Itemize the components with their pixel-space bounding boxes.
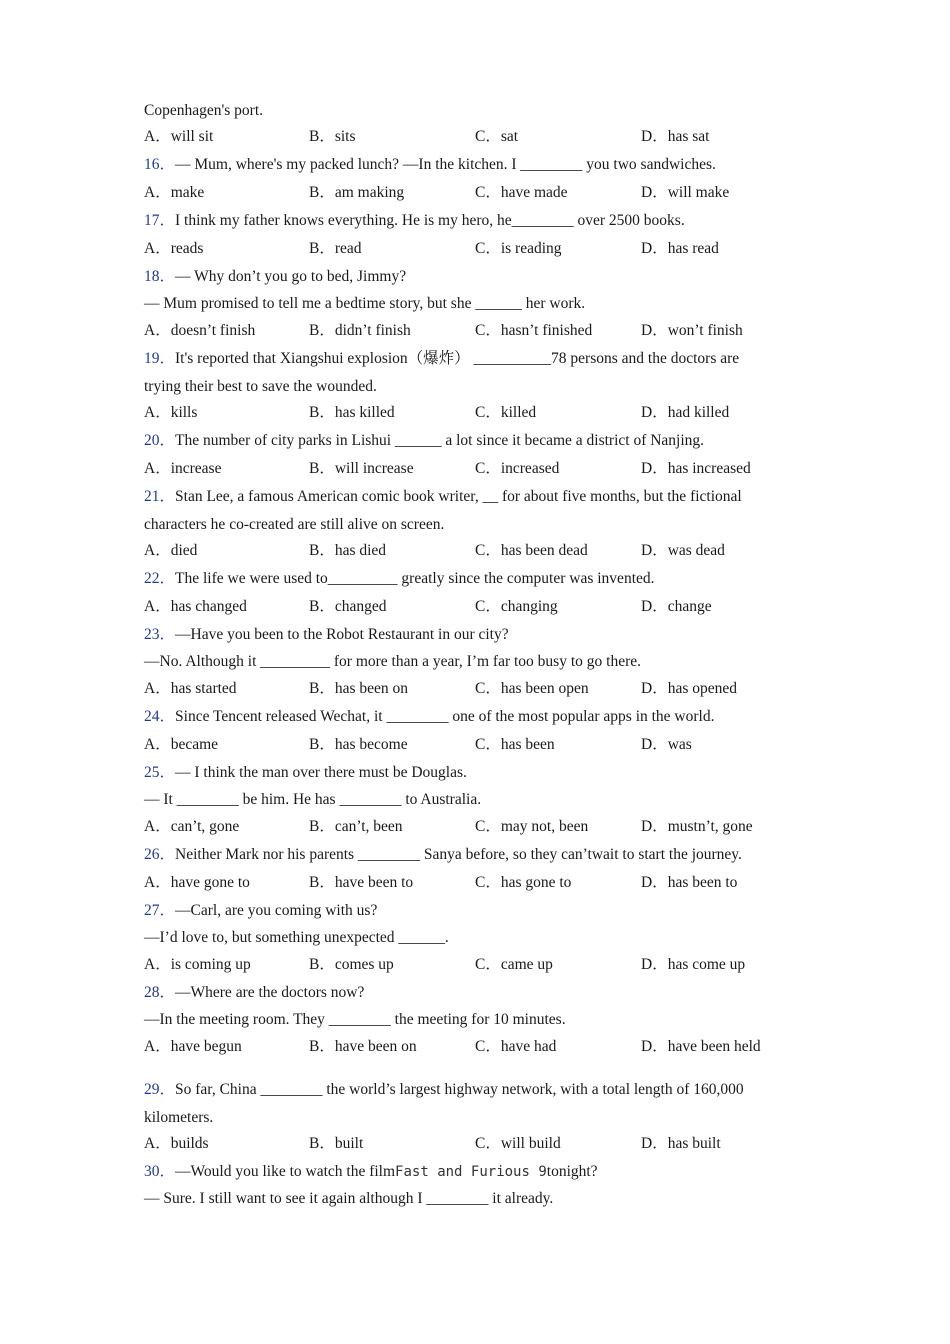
option-d: D．has built [641,1135,721,1152]
question-stem: So far, China ________ the world’s largest highway network, with a total length of 160,000 [175,1081,744,1098]
question-number: 21． [144,488,176,505]
question-21-text-2: characters he co-created are still alive on screen. [144,516,445,533]
option-a: A．have begun [144,1038,242,1055]
question-stem: —Would you like to watch the film [175,1163,396,1180]
option-b: B．have been to [309,874,414,891]
question-number: 27． [144,902,176,919]
option-a: A．has changed [144,598,247,615]
option-c: C．have had [475,1038,557,1055]
option-c: C．has gone to [475,874,572,891]
question-30-text [144,1162,598,1182]
question-number: 17． [144,212,176,229]
question-number: 18． [144,268,176,285]
option-a: A．became [144,736,219,753]
question-24-text [144,707,714,727]
option-d: D．has opened [641,680,737,697]
question-stem: — I think the man over there must be Douglas. [175,764,467,781]
question-28-text [144,983,364,1003]
option-c: C．have made [475,184,568,201]
option-b: B．has become [309,736,408,753]
question-stem: Since Tencent released Wechat, it ________ one of the most popular apps in the world. [175,708,715,725]
question-stem: Stan Lee, a famous American comic book writer, __ for about five months, but the fictional [175,488,742,505]
question-29-text [144,1080,744,1100]
question-stem: —Where are the doctors now? [175,984,365,1001]
option-d: D．mustn’t, gone [641,818,753,835]
option-a: A．reads [144,240,204,257]
question-27-text-2: —I’d love to, but something unexpected ______. [144,929,449,946]
film-title: Fast and Furious 9 [395,1164,547,1180]
option-b: B．has killed [309,404,395,421]
option-d: D．has read [641,240,719,257]
option-b: B．comes up [309,956,394,973]
option-a: A．kills [144,404,198,421]
option-c: C．sat [475,128,519,145]
question-number: 25． [144,764,176,781]
question-18-text-2: — Mum promised to tell me a bedtime story, but she ______ her work. [144,295,586,312]
option-b: B．have been on [309,1038,417,1055]
question-number: 26． [144,846,176,863]
question-26-text [144,845,742,865]
question-20-text [144,431,704,451]
option-c: C．increased [475,460,560,477]
question-25-text-2: — It ________ be him. He has ________ to Australia. [144,791,482,808]
question-23-text-2: —No. Although it _________ for more than a year, I’m far too busy to go there. [144,653,641,670]
option-a: A．builds [144,1135,209,1152]
question-number: 29． [144,1081,176,1098]
option-c: C．changing [475,598,558,615]
question-22-text [144,569,655,589]
option-d: D．has come up [641,956,746,973]
question-stem: —Carl, are you coming with us? [175,902,378,919]
question-29-text-2: kilometers. [144,1109,214,1126]
option-d: D．has sat [641,128,710,145]
question-21-text [144,487,742,507]
option-d: D．won’t finish [641,322,743,339]
option-d: D．change [641,598,712,615]
option-b: B．didn’t finish [309,322,411,339]
question-stem: — Mum, where's my packed lunch? —In the kitchen. I ________ you two sandwiches. [175,156,716,173]
option-b: B．built [309,1135,364,1152]
option-b: B．am making [309,184,405,201]
question-25-text [144,763,467,783]
question-number: 20． [144,432,176,449]
option-a: A．is coming up [144,956,251,973]
question-stem: I think my father knows everything. He is my hero, he________ over 2500 books. [175,212,685,229]
option-d: D．will make [641,184,730,201]
question-number: 19． [144,350,176,367]
option-a: A．have gone to [144,874,250,891]
question-number: 23． [144,626,176,643]
question-18-text [144,267,406,287]
question-19-text [144,349,739,369]
question-stem: The number of city parks in Lishui ______ a lot since it became a district of Nanjing. [175,432,705,449]
question-number: 16． [144,156,176,173]
option-a: A．increase [144,460,222,477]
option-a: A．make [144,184,205,201]
option-c: C．has been [475,736,555,753]
question-number: 22． [144,570,176,587]
question-23-text [144,625,509,645]
option-d: D．was [641,736,692,753]
option-d: D．have been held [641,1038,761,1055]
question-stem: — Why don’t you go to bed, Jimmy? [175,268,407,285]
question-27-text [144,901,377,921]
option-c: C．is reading [475,240,562,257]
option-a: A．doesn’t finish [144,322,256,339]
option-b: B．has died [309,542,387,559]
option-b: B．changed [309,598,387,615]
option-c: C．will build [475,1135,561,1152]
question-16-text [144,155,716,175]
question-30-text-2: — Sure. I still want to see it again although I ________ it already. [144,1190,554,1207]
question-28-text-2: —In the meeting room. They ________ the meeting for 10 minutes. [144,1011,566,1028]
option-a: A．can’t, gone [144,818,240,835]
option-d: D．has increased [641,460,751,477]
option-c: C．came up [475,956,553,973]
option-a: A．has started [144,680,237,697]
option-b: B．read [309,240,362,257]
option-b: B．can’t, been [309,818,403,835]
question-19-text-2: trying their best to save the wounded. [144,378,377,395]
option-a: A．died [144,542,198,559]
question-number: 24． [144,708,176,725]
option-a: A．will sit [144,128,214,145]
option-d: D．has been to [641,874,738,891]
question-number: 30． [144,1163,176,1180]
option-c: C．killed [475,404,537,421]
option-c: C．may not, been [475,818,589,835]
option-d: D．had killed [641,404,730,421]
option-c: C．has been dead [475,542,588,559]
option-c: C．has been open [475,680,589,697]
question-17-text [144,211,685,231]
question-stem: Neither Mark nor his parents ________ Sanya before, so they can’twait to start the journey. [175,846,742,863]
question-15-text: Copenhagen's port. [144,102,264,119]
option-d: D．was dead [641,542,725,559]
option-c: C．hasn’t finished [475,322,593,339]
option-b: B．sits [309,128,356,145]
question-stem: —Have you been to the Robot Restaurant in our city? [175,626,509,643]
question-stem: The life we were used to_________ greatly since the computer was invented. [175,570,655,587]
question-stem: It's reported that Xiangshui explosion（爆炸） __________78 persons and the doctors are [175,350,740,367]
option-b: B．will increase [309,460,414,477]
question-stem-end: tonight? [546,1163,598,1180]
question-number: 28． [144,984,176,1001]
option-b: B．has been on [309,680,409,697]
